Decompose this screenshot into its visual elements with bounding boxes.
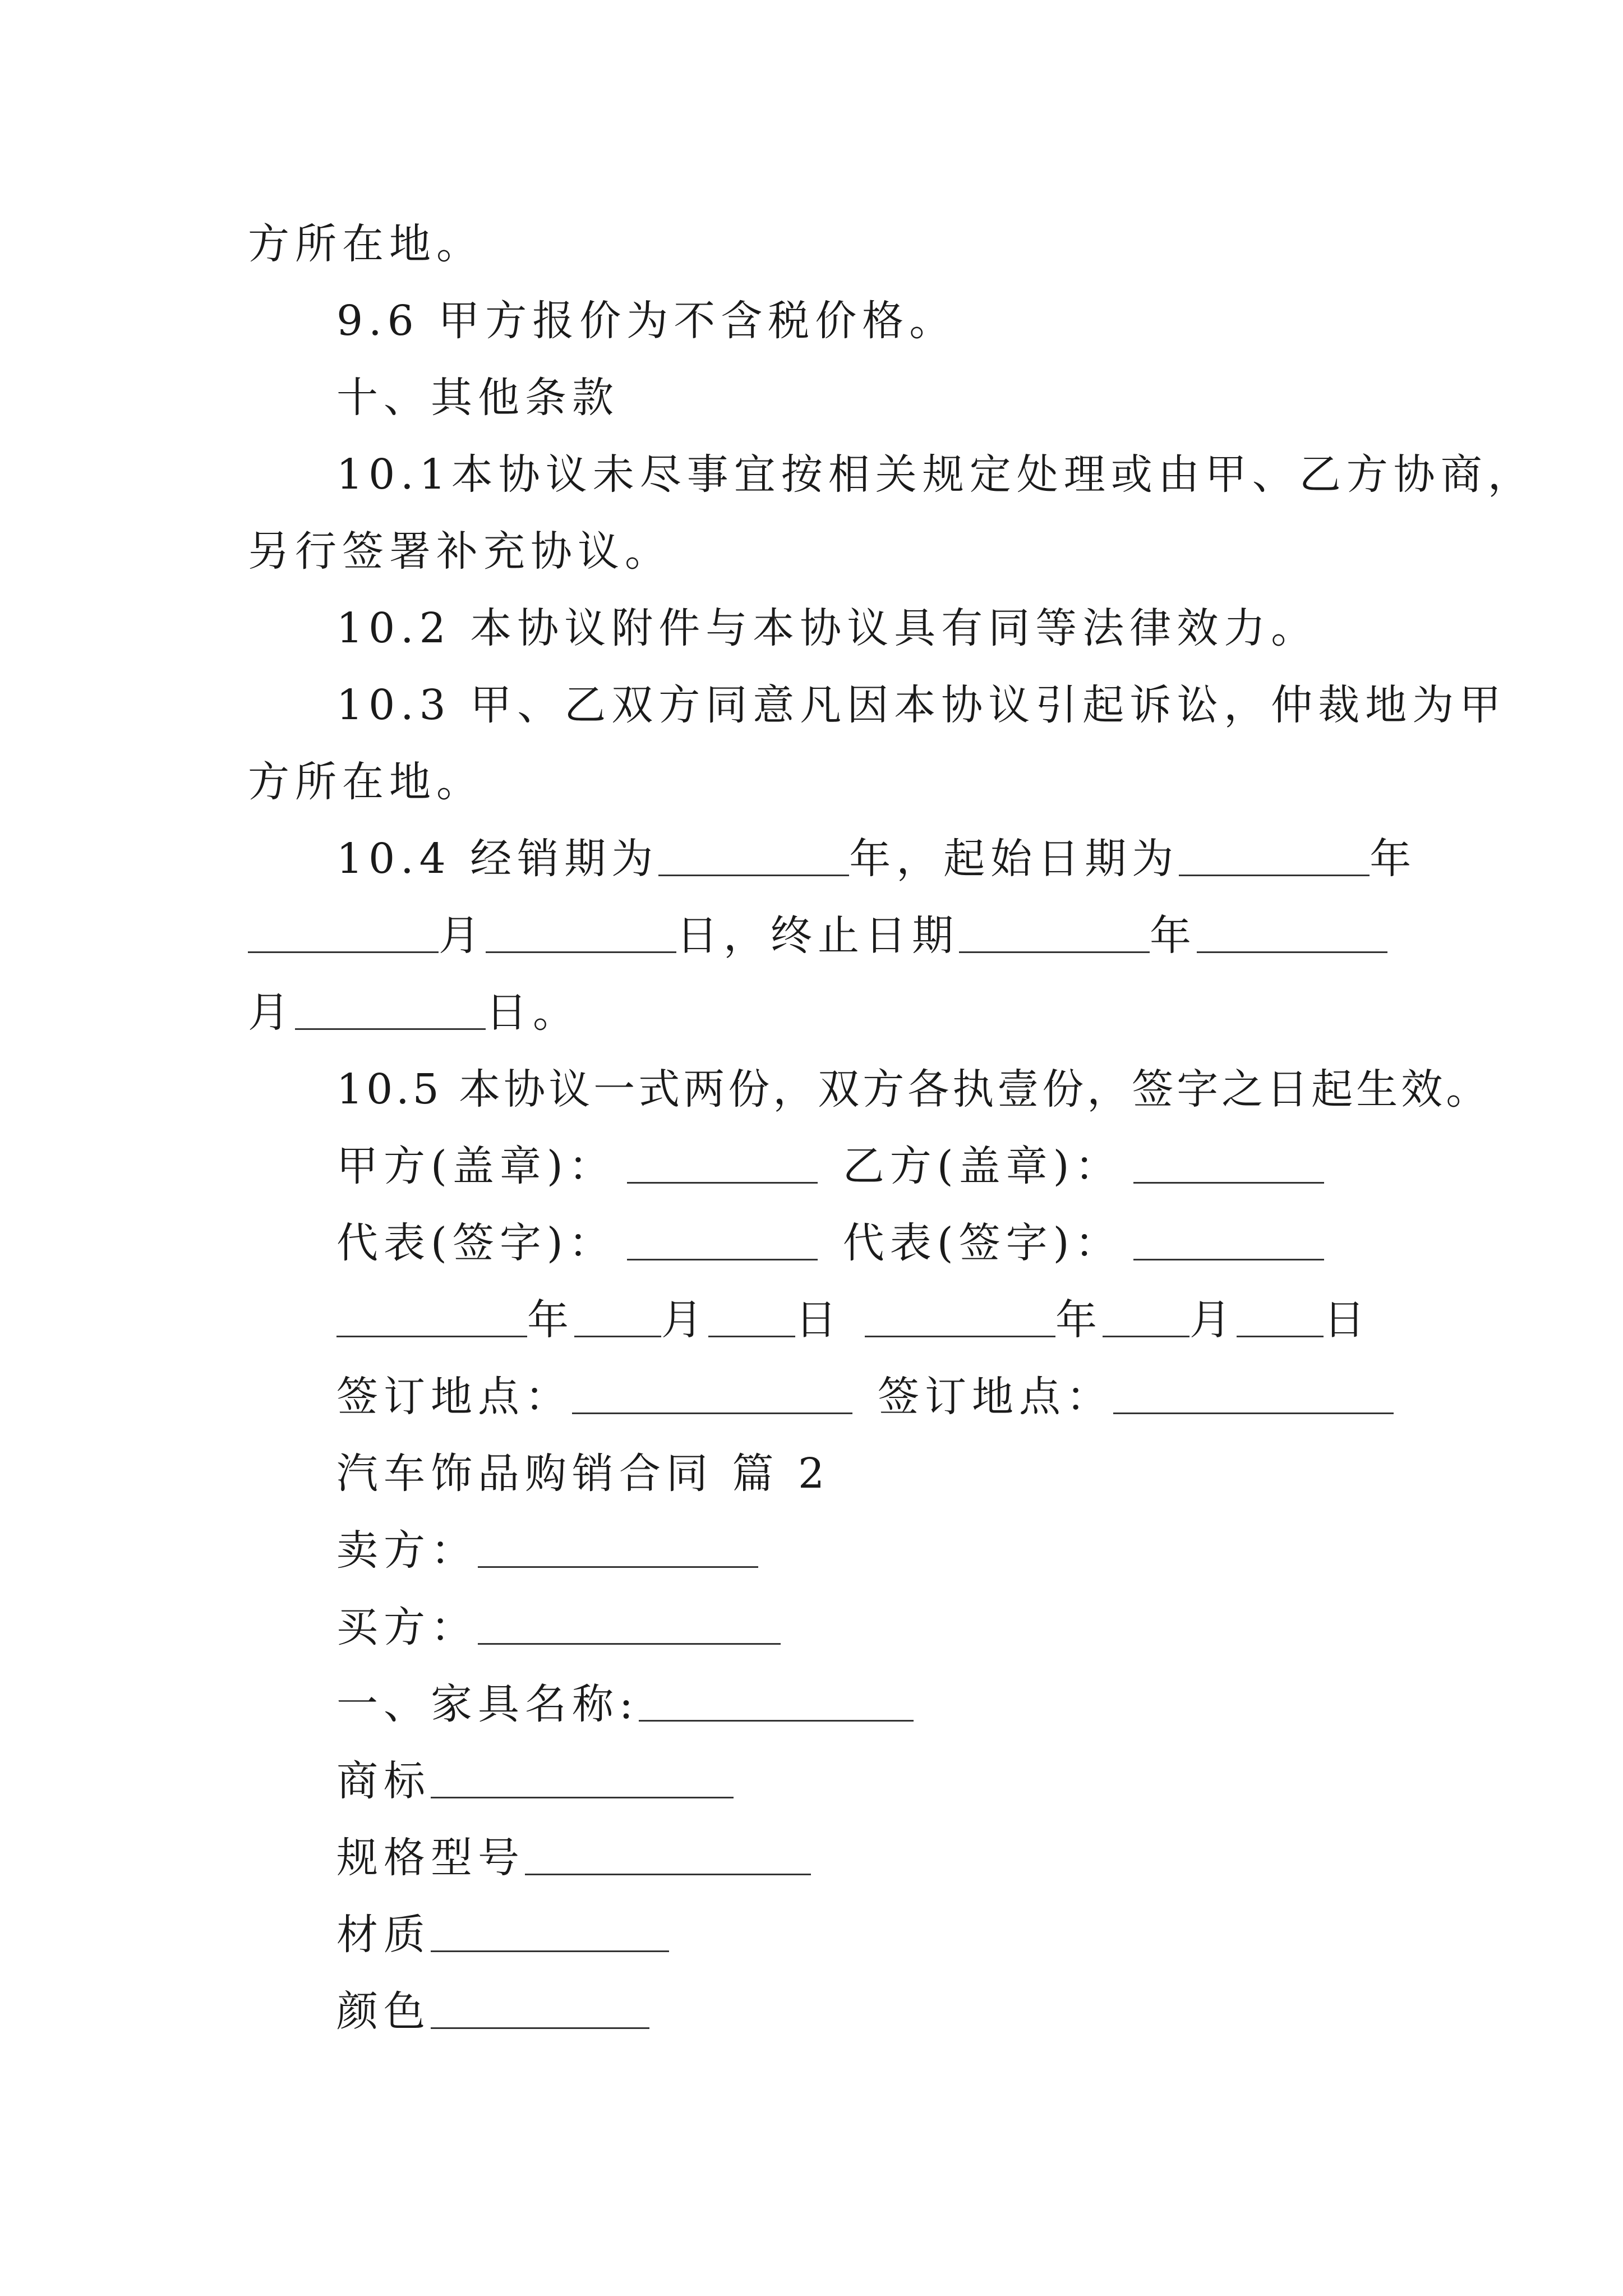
party-b-label: 乙方(盖章)： — [842, 1142, 1122, 1190]
year-field[interactable] — [865, 1296, 1055, 1337]
buyer-label: 买方： — [336, 1603, 478, 1651]
month-unit: 月 — [1189, 1296, 1237, 1344]
day-unit: 日 — [1324, 1296, 1371, 1344]
party-a-field[interactable] — [627, 1143, 818, 1184]
text-line: 另行签署补充协议。 — [248, 527, 672, 576]
seller-label: 卖方： — [336, 1526, 478, 1575]
day-field[interactable] — [708, 1296, 795, 1337]
month-field[interactable] — [1103, 1296, 1189, 1337]
brand-label: 商标 — [336, 1757, 431, 1805]
blank-field[interactable] — [1197, 912, 1387, 953]
party-a-label: 甲方(盖章)： — [336, 1142, 616, 1190]
term-start-label: ，起始日期为 — [896, 835, 1179, 883]
rep-a-field[interactable] — [627, 1220, 818, 1260]
blank-field[interactable] — [486, 912, 676, 953]
place-sign-row — [336, 1366, 1481, 1428]
date-sign-row — [336, 1289, 1481, 1351]
term-prefix: 10.4 经销期为 — [336, 835, 659, 883]
color-row — [336, 1981, 1481, 2042]
color-field[interactable] — [431, 1988, 649, 2029]
month-unit: 月 — [661, 1296, 708, 1344]
period: 。 — [533, 988, 580, 1037]
rep-b-label: 代表(签字)： — [842, 1219, 1122, 1267]
party-b-field[interactable] — [1133, 1143, 1324, 1184]
blank-field[interactable] — [658, 835, 849, 876]
buyer-field[interactable] — [478, 1604, 781, 1645]
day-unit: 日 — [795, 1296, 842, 1344]
year-unit: 年 — [849, 835, 897, 883]
material-row — [336, 1904, 1481, 1966]
buyer-row — [336, 1596, 1481, 1658]
text-line: 10.5 本协议一式两份，双方各执壹份，签字之日起生效。 — [336, 1065, 1491, 1114]
term-end-label: ，终止日期 — [723, 912, 959, 960]
item-name-row — [336, 1673, 1481, 1735]
text-line: 9.6 甲方报价为不含税价格。 — [336, 297, 957, 345]
color-label: 颜色 — [336, 1987, 431, 2036]
place-a-field[interactable] — [572, 1373, 852, 1414]
year-field[interactable] — [336, 1296, 527, 1337]
place-label: 签订地点： — [878, 1373, 1113, 1421]
day-unit: 日 — [486, 988, 533, 1037]
year-unit: 年 — [1150, 912, 1197, 960]
blank-field[interactable] — [959, 912, 1150, 953]
item-name-label: 一、家具名称: — [336, 1680, 639, 1728]
rep-sign-row — [336, 1212, 1481, 1274]
material-field[interactable] — [431, 1911, 669, 1952]
text-line: 10.1本协议未尽事宜按相关规定处理或由甲、乙方协商， — [336, 450, 1535, 499]
place-label: 签订地点： — [336, 1373, 572, 1421]
item-name-field[interactable] — [639, 1681, 914, 1722]
brand-field[interactable] — [431, 1757, 734, 1798]
year-unit: 年 — [1055, 1296, 1103, 1344]
day-unit: 日 — [676, 912, 723, 960]
spec-field[interactable] — [525, 1834, 811, 1875]
seller-field[interactable] — [478, 1527, 758, 1568]
text-line: 方所在地。 — [248, 220, 483, 268]
blank-field[interactable] — [1179, 835, 1370, 876]
seller-row — [336, 1520, 1481, 1581]
term-line-2 — [248, 905, 1392, 967]
term-line-1 — [336, 828, 1481, 890]
brand-row — [336, 1750, 1481, 1812]
rep-a-label: 代表(签字)： — [336, 1219, 616, 1267]
month-unit: 月 — [248, 988, 295, 1037]
term-line-3 — [248, 982, 1392, 1043]
section-heading: 十、其他条款 — [336, 374, 619, 422]
blank-field[interactable] — [295, 989, 486, 1030]
month-field[interactable] — [574, 1296, 661, 1337]
party-sign-row — [336, 1135, 1481, 1197]
material-label: 材质 — [336, 1911, 431, 1959]
year-unit: 年 — [1370, 835, 1417, 883]
text-line: 10.2 本协议附件与本协议具有同等法律效力。 — [336, 604, 1318, 652]
day-field[interactable] — [1237, 1296, 1324, 1337]
year-unit: 年 — [527, 1296, 574, 1344]
text-line: 10.3 甲、乙双方同意凡因本协议引起诉讼，仲裁地为甲 — [336, 681, 1507, 729]
place-b-field[interactable] — [1113, 1373, 1394, 1414]
month-unit: 月 — [439, 912, 486, 960]
text-line: 方所在地。 — [248, 758, 483, 806]
section-title: 汽车饰品购销合同 篇 2 — [336, 1450, 831, 1498]
blank-field[interactable] — [248, 912, 439, 953]
spec-label: 规格型号 — [336, 1834, 525, 1882]
rep-b-field[interactable] — [1133, 1220, 1324, 1260]
spec-row — [336, 1827, 1481, 1889]
